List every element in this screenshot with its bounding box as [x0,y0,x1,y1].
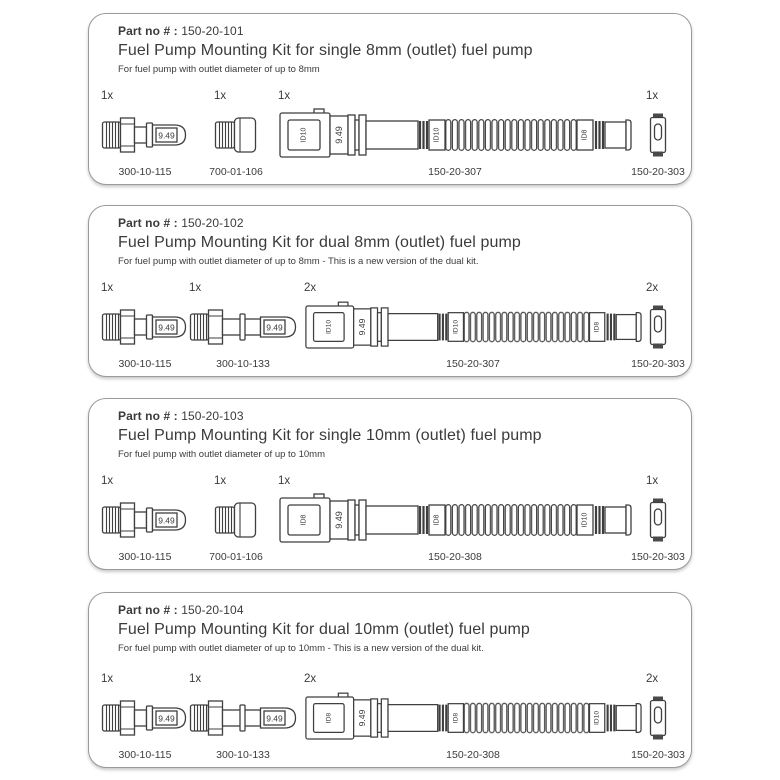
item-drawing [646,106,670,164]
item-part-number: 700-01-106 [209,166,263,178]
barb-fitting-drawing [101,113,189,157]
item-part-number: 150-20-303 [631,166,685,178]
kit-item-retaining-clip [631,475,685,564]
hose-end-clamp-band [596,121,603,149]
item-drawing [646,298,670,356]
kit-item-retaining-clip [631,282,685,371]
fitting-size-box [156,128,177,142]
kit-item-retaining-clip [631,673,685,762]
kit-item-corrugated-hose [278,475,632,564]
hose-id-label: ID10 [433,127,441,143]
kit-item-corrugated-hose [304,282,642,371]
item-quantity: 2x [304,673,317,685]
item-quantity: 2x [646,282,659,294]
kit-title: Fuel Pump Mounting Kit for dual 8mm (outlet) fuel pump [118,234,521,251]
part-no-label: Part no # : [118,409,178,423]
item-part-number: 150-20-303 [631,551,685,563]
clip-bottom-tab [653,152,663,157]
hose-tube [366,121,418,149]
hose-end-flare [636,313,641,342]
item-part-number: 300-10-133 [216,358,270,370]
hose-size-label: 9.49 [334,126,344,144]
fitting-size-label: 9.49 [158,713,175,724]
hose-id-label: ID10 [452,319,460,335]
barb-fitting-drawing [101,498,189,542]
hose-end-clamp-band [608,314,615,341]
item-part-number: 300-10-115 [118,166,172,178]
threaded-end [103,122,121,148]
hose-end-label: ID8 [593,321,601,333]
hose-end-label: ID10 [593,710,601,726]
hose-size-label: 9.49 [357,318,368,336]
part-no-line [118,24,663,39]
kit-subtitle: For fuel pump with outlet diameter of up to 10mm - This is a new version of the dual kit. [118,643,484,654]
part-no-value: 150-20-103 [181,409,244,423]
threaded-end [103,507,121,533]
kit-title: Fuel Pump Mounting Kit for single 8mm (outlet) fuel pump [118,42,533,59]
item-drawing [101,689,189,747]
kit-panel-150-20-102 [88,205,692,377]
barb-fitting-drawing [101,305,189,349]
item-drawing [189,298,297,356]
panel-header [118,24,663,76]
panel-header [118,216,663,268]
hose-end-tube [605,122,626,148]
retaining-clip-drawing [646,112,670,158]
plug-cap [235,118,256,152]
item-quantity: 1x [189,673,202,685]
kit-item-corrugated-hose [304,673,642,762]
item-drawing [214,491,258,549]
item-quantity: 1x [101,475,114,487]
kit-items-row [89,673,691,769]
kit-item-barb-fitting [101,282,189,371]
hose-end-clamp-band [608,705,615,732]
item-quantity: 1x [189,282,202,294]
item-drawing [101,491,189,549]
hose-end-tube [616,706,636,731]
fitting-washer-ring [240,314,245,340]
retaining-clip-drawing [646,695,670,741]
hose-quick-connector [306,693,354,739]
threaded-plug-drawing [214,113,258,157]
part-no-line [118,603,663,618]
hose-tube [388,314,438,341]
hose-end-label: ID10 [581,512,589,528]
hose-end-cuff [577,505,593,535]
hex-nut [121,310,135,344]
hose-bellows [445,504,577,536]
fitting-size-box [264,320,285,334]
item-drawing [646,689,670,747]
fitting-shaft [135,319,147,335]
kit-items-row [89,282,691,378]
kit-title: Fuel Pump Mounting Kit for single 10mm (outlet) fuel pump [118,427,542,444]
item-drawing [189,689,297,747]
threaded-end [216,122,235,148]
fitting-size-box [156,513,177,527]
fitting-ring [147,315,153,339]
item-quantity: 1x [278,475,291,487]
fitting-shaft [135,127,147,143]
kit-item-barb-fitting [101,90,189,179]
fitting-size-box [264,711,285,725]
kit-items-row [89,90,691,186]
plug-cap [235,503,256,537]
hose-end-tube [605,507,626,533]
hose-bellows [463,312,589,343]
fitting-shaft [135,512,147,528]
item-part-number: 300-10-115 [118,358,172,370]
hose-connector-label: ID10 [300,127,308,143]
clip-slot [655,124,662,140]
fitting-size-label: 9.49 [158,322,175,333]
item-quantity: 1x [278,90,291,102]
kit-title: Fuel Pump Mounting Kit for dual 10mm (outlet) fuel pump [118,621,530,638]
fitting-size-box [156,320,177,334]
threaded-plug-drawing [214,498,258,542]
item-part-number: 150-20-307 [428,166,482,178]
hose-cuff [429,120,445,150]
fitting-size-label: 9.49 [158,515,175,526]
barb-fitting-drawing [101,696,189,740]
hose-end-label: ID8 [581,129,589,141]
retaining-clip-drawing [646,304,670,350]
hose-size-section [354,700,371,736]
item-part-number: 150-20-303 [631,358,685,370]
item-part-number: 150-20-307 [446,358,500,370]
item-quantity: 1x [646,475,659,487]
kit-item-threaded-plug [209,475,263,564]
kit-subtitle: For fuel pump with outlet diameter of up to 10mm [118,449,325,460]
hose-size-label: 9.49 [334,511,344,529]
item-part-number: 150-20-303 [631,749,685,761]
hose-end-flare [626,505,631,535]
item-drawing [304,298,642,356]
hose-flanges [371,699,388,737]
item-drawing [304,689,642,747]
fitting-ring [147,706,153,730]
item-drawing [101,298,189,356]
kit-panel-150-20-104 [88,592,692,768]
part-no-line [118,409,663,424]
hex-nut [209,701,223,735]
part-no-line [118,216,663,231]
kit-subtitle: For fuel pump with outlet diameter of up to 8mm - This is a new version of the dual kit. [118,256,479,267]
hose-end-flare [636,704,641,733]
fitting-size-label: 9.49 [266,713,283,724]
item-drawing [214,106,258,164]
fitting-ring [147,123,153,147]
kit-items-row [89,475,691,571]
hose-cuff [448,313,463,342]
item-quantity: 1x [101,673,114,685]
hex-nut [121,503,135,537]
clip-slot [655,316,662,332]
hose-cuff [448,704,463,733]
fitting-shaft [135,710,147,726]
hose-tube [366,506,418,534]
part-no-label: Part no # : [118,24,178,38]
hose-quick-connector [280,494,330,542]
hex-nut [121,118,135,152]
hose-clamp-band [420,506,427,534]
hose-size-label: 9.49 [357,709,368,727]
panel-header [118,603,663,655]
item-drawing [101,106,189,164]
hose-end-clamp-band [596,506,603,534]
corrugated-hose-drawing [278,107,632,163]
item-quantity: 1x [214,90,227,102]
part-no-value: 150-20-101 [181,24,244,38]
item-part-number: 300-10-115 [118,749,172,761]
item-part-number: 300-10-115 [118,551,172,563]
item-quantity: 1x [646,90,659,102]
item-part-number: 700-01-106 [209,551,263,563]
corrugated-hose-drawing [278,492,632,548]
hose-end-tube [616,315,636,340]
threaded-end [103,314,121,340]
kit-item-barb-fitting-long [189,673,297,762]
kit-panel-150-20-101 [88,13,692,185]
item-drawing [278,106,632,164]
fitting-washer-ring [240,705,245,731]
fitting-size-label: 9.49 [158,130,175,141]
part-no-label: Part no # : [118,603,178,617]
hose-flanges [348,500,366,540]
item-quantity: 1x [101,90,114,102]
item-quantity: 2x [646,673,659,685]
hose-clamp-band [440,314,447,341]
corrugated-hose-drawing [304,691,642,745]
hose-quick-connector [306,302,354,348]
barb-fitting-long-drawing [189,696,297,740]
hose-flanges [348,115,366,155]
clip-bottom-tab [653,735,663,740]
kit-item-barb-fitting [101,475,189,564]
clip-bottom-tab [653,344,663,349]
hose-end-cuff [589,313,604,342]
clip-slot [655,509,662,525]
part-no-label: Part no # : [118,216,178,230]
threaded-end [216,507,235,533]
threaded-end [191,705,209,731]
panel-header [118,409,663,461]
clip-slot [655,707,662,723]
hose-id-label: ID8 [452,712,460,724]
kit-item-barb-fitting-long [189,282,297,371]
clip-bottom-tab [653,537,663,542]
item-part-number: 300-10-133 [216,749,270,761]
hose-connector-label: ID10 [325,319,333,335]
part-no-value: 150-20-102 [181,216,244,230]
corrugated-hose-drawing [304,300,642,354]
hose-size-section [330,116,348,154]
kit-panel-150-20-103 [88,398,692,570]
hose-flanges [371,308,388,346]
hose-quick-connector [280,109,330,157]
hose-clamp-band [440,705,447,732]
barb-fitting-long-drawing [189,305,297,349]
fitting-size-box [156,711,177,725]
threaded-end [103,705,121,731]
hose-end-flare [626,120,631,150]
item-drawing [278,491,632,549]
hose-connector-label: ID8 [325,712,333,724]
threaded-end [191,314,209,340]
hex-nut [121,701,135,735]
item-drawing [646,491,670,549]
hex-nut [209,310,223,344]
hose-connector-label: ID8 [300,514,308,526]
item-quantity: 1x [214,475,227,487]
item-quantity: 1x [101,282,114,294]
hose-bellows [445,119,577,151]
hose-cuff [429,505,445,535]
kit-item-retaining-clip [631,90,685,179]
kit-item-barb-fitting [101,673,189,762]
item-quantity: 2x [304,282,317,294]
hose-id-label: ID8 [433,514,441,526]
kit-item-threaded-plug [209,90,263,179]
hose-clamp-band [420,121,427,149]
kit-subtitle: For fuel pump with outlet diameter of up to 8mm [118,64,320,75]
retaining-clip-drawing [646,497,670,543]
item-part-number: 150-20-308 [428,551,482,563]
hose-size-section [354,309,371,345]
item-part-number: 150-20-308 [446,749,500,761]
hose-end-cuff [577,120,593,150]
kit-item-corrugated-hose [278,90,632,179]
fitting-size-label: 9.49 [266,322,283,333]
hose-size-section [330,501,348,539]
fitting-ring [147,508,153,532]
hose-tube [388,705,438,732]
hose-end-cuff [589,704,604,733]
hose-bellows [463,703,589,734]
part-no-value: 150-20-104 [181,603,244,617]
